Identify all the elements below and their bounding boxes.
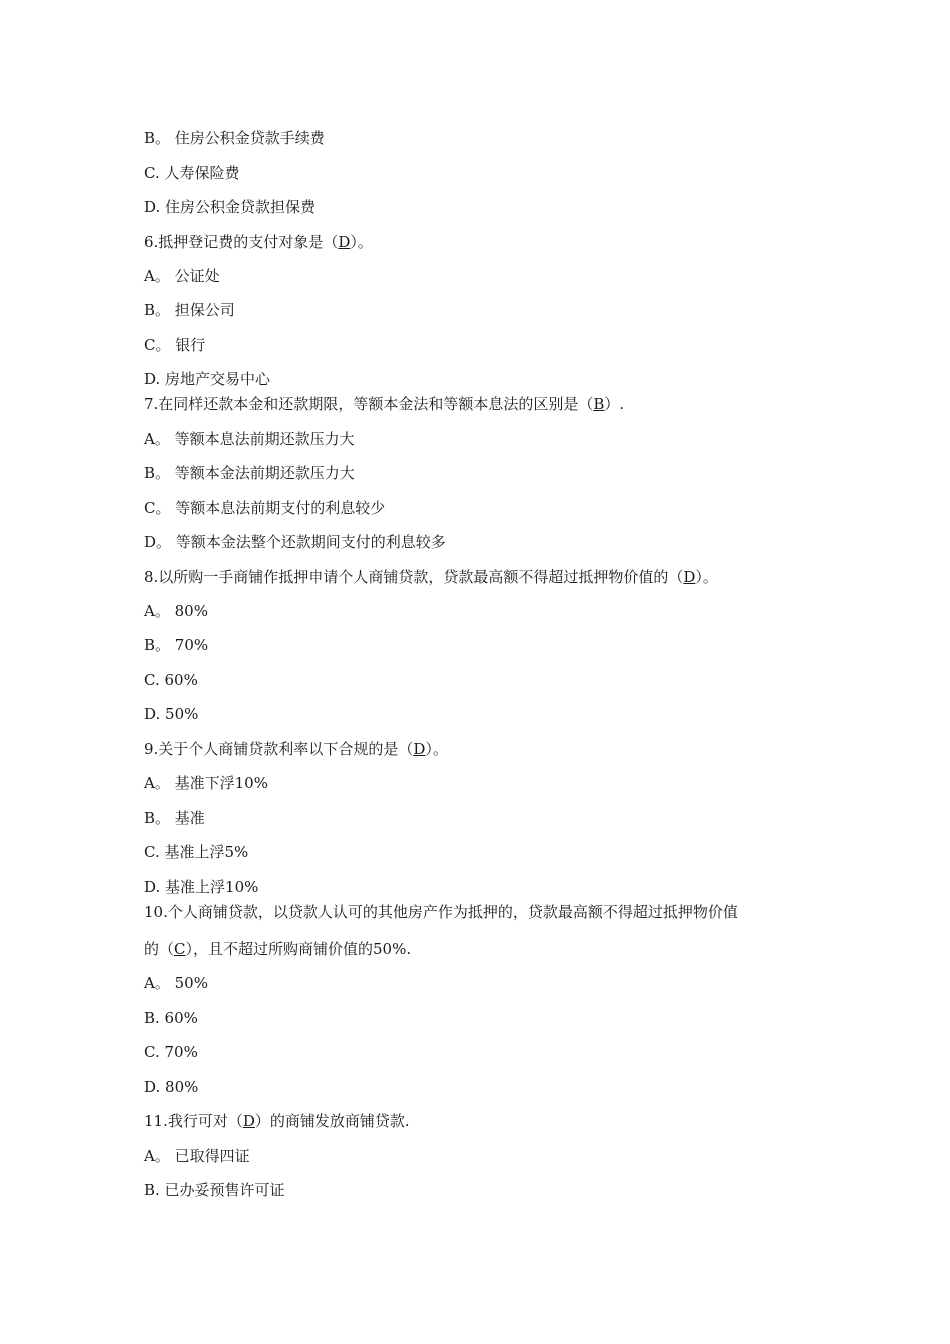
option-9d: D. 基准上浮10% (144, 878, 259, 896)
option-10b: B. 60% (144, 1009, 198, 1027)
question-text: 9.关于个人商铺贷款利率以下合规的是（ (144, 740, 414, 758)
option-7c: C。 等额本息法前期支付的利息较少 (144, 499, 386, 517)
question-7 (144, 394, 624, 414)
option-11b: B. 已办妥预售许可证 (144, 1181, 285, 1199)
option-8d: D. 50% (144, 705, 199, 723)
question-text-end: ）的商铺发放商铺贷款. (254, 1112, 410, 1130)
question-11 (144, 1111, 410, 1131)
option-9a: A。 基准下浮10% (144, 774, 268, 792)
option-10d: D. 80% (144, 1078, 199, 1096)
question-9 (144, 739, 448, 759)
question-text: 8.以所购一手商铺作抵押申请个人商铺贷款，贷款最高额不得超过抵押物价值的（ (144, 568, 684, 586)
question-text-end: ）。 (350, 233, 373, 251)
question-text-end: ）。 (695, 568, 718, 586)
question-8 (144, 567, 718, 587)
question-text: 6.抵押登记费的支付对象是（ (144, 233, 339, 251)
option-8c: C. 60% (144, 671, 198, 689)
option-9b: B。 基准 (144, 809, 205, 827)
question-text-end: ）。 (425, 740, 448, 758)
option-6d: D. 房地产交易中心 (144, 370, 271, 388)
question-6 (144, 232, 373, 252)
answer-letter: D (338, 233, 351, 251)
question-text-end: ），且不超过所购商铺价值的50%. (185, 940, 412, 958)
option-6c: C。 银行 (144, 336, 206, 354)
option-7d: D。 等额本金法整个还款期间支付的利息较多 (144, 533, 446, 551)
answer-letter: B (593, 395, 605, 413)
option-5d: D. 住房公积金贷款担保费 (144, 198, 316, 216)
option-10c: C. 70% (144, 1043, 198, 1061)
answer-letter: C (174, 940, 186, 958)
option-9c: C. 基准上浮5% (144, 843, 249, 861)
answer-letter: D (413, 740, 426, 758)
question-text: 的（ (144, 940, 175, 958)
question-text-end: ）. (604, 395, 625, 413)
question-text: 11.我行可对（ (144, 1112, 243, 1130)
question-text: 7.在同样还款本金和还款期限，等额本金法和等额本息法的区别是（ (144, 395, 594, 413)
option-5b: B。 住房公积金贷款手续费 (144, 129, 325, 147)
option-10a: A。 50% (144, 974, 208, 992)
question-10-line-1: 10.个人商铺贷款，以贷款人认可的其他房产作为抵押的，贷款最高额不得超过抵押物价值 (144, 903, 738, 921)
option-7b: B。 等额本金法前期还款压力大 (144, 464, 355, 482)
option-6a: A。 公证处 (144, 267, 220, 285)
option-6b: B。 担保公司 (144, 301, 235, 319)
option-7a: A。 等额本息法前期还款压力大 (144, 430, 355, 448)
answer-letter: D (242, 1112, 255, 1130)
option-8a: A。 80% (144, 602, 208, 620)
answer-letter: D (683, 568, 696, 586)
option-5c: C. 人寿保险费 (144, 164, 240, 182)
option-11a: A。 已取得四证 (144, 1147, 250, 1165)
option-8b: B。 70% (144, 636, 209, 654)
question-10-line-2 (144, 939, 411, 959)
